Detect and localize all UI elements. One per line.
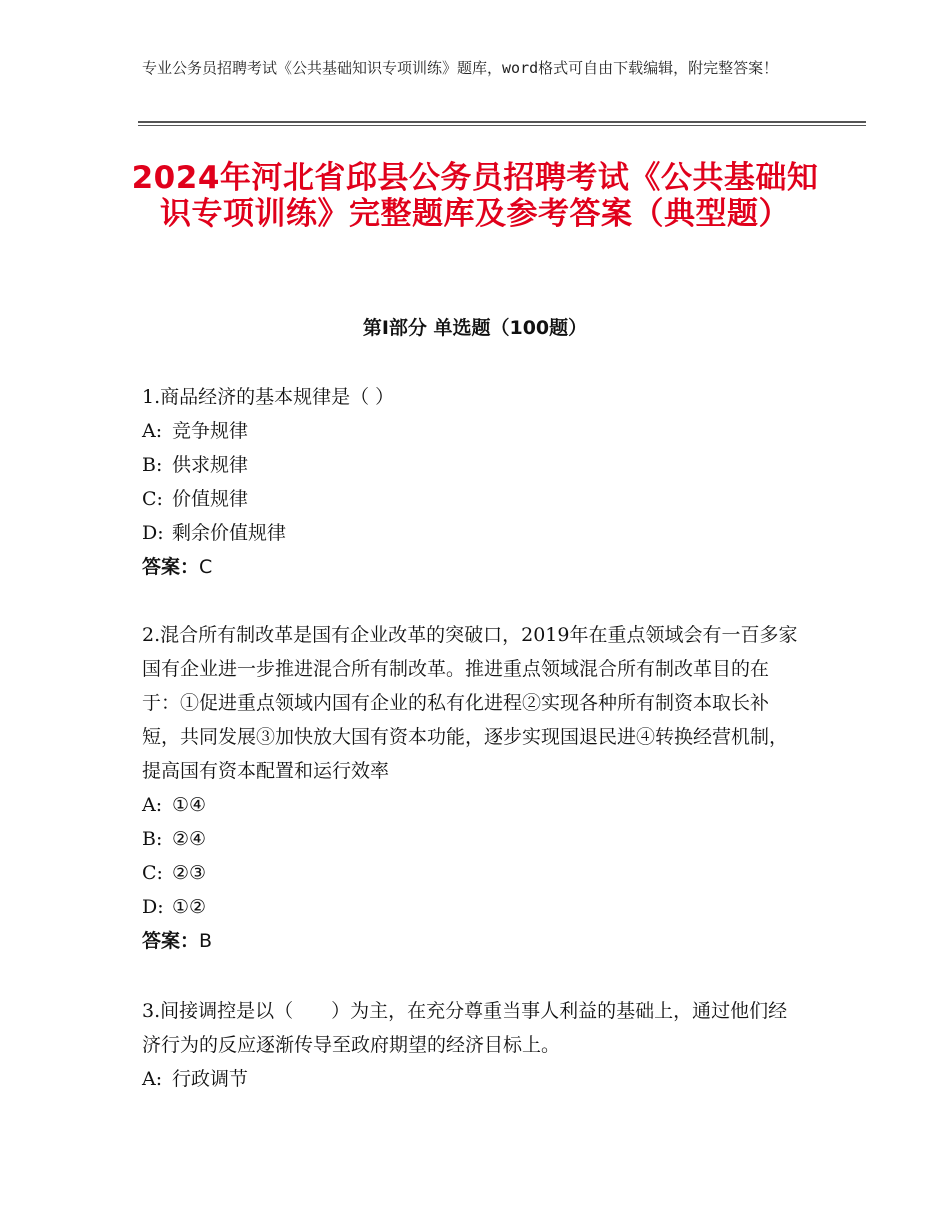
option-letter: C: xyxy=(142,862,163,884)
option-text: 供求规律 xyxy=(172,454,249,476)
question-text: 3.间接调控是以（ ）为主，在充分尊重当事人利益的基础上，通过他们经济行为的反应逐渐传导至政府期望的经济目标上。 xyxy=(142,1000,788,1056)
header-divider-thick xyxy=(138,121,866,123)
answer-label: 答案： xyxy=(142,930,200,952)
option-letter: D: xyxy=(142,522,164,544)
option-text: 剩余价值规律 xyxy=(172,522,287,544)
option-b xyxy=(142,822,802,856)
option-letter: D: xyxy=(142,896,164,918)
option-a xyxy=(142,414,802,448)
header-divider-thin xyxy=(138,125,866,126)
question-text: 1.商品经济的基本规律是（ ） xyxy=(142,386,395,408)
question-2 xyxy=(142,618,802,958)
option-letter: A: xyxy=(142,420,163,442)
option-letter: A: xyxy=(142,794,163,816)
option-letter: B: xyxy=(142,454,163,476)
answer-value: C xyxy=(199,556,213,578)
option-letter: A: xyxy=(142,1068,163,1090)
option-letter: C: xyxy=(142,488,163,510)
section-title: 第Ⅰ部分 单选题（100题） xyxy=(362,317,588,339)
option-text: 竞争规律 xyxy=(172,420,249,442)
option-text: ②③ xyxy=(172,862,207,884)
option-c xyxy=(142,482,802,516)
answer-line xyxy=(142,924,802,958)
option-d xyxy=(142,890,802,924)
option-a xyxy=(142,788,802,822)
option-d xyxy=(142,516,802,550)
option-text: ②④ xyxy=(172,828,207,850)
option-text: ①② xyxy=(172,896,207,918)
answer-line xyxy=(142,550,802,584)
document-title: 2024年河北省邱县公务员招聘考试《公共基础知识专项训练》完整题库及参考答案（典型题） xyxy=(131,160,819,232)
option-text: ①④ xyxy=(172,794,207,816)
answer-value: B xyxy=(199,930,213,952)
header-note: 专业公务员招聘考试《公共基础知识专项训练》题库，word格式可自由下载编辑，附完整答案！ xyxy=(142,59,779,77)
option-a xyxy=(142,1062,802,1096)
option-letter: B: xyxy=(142,828,163,850)
answer-label: 答案： xyxy=(142,556,200,578)
question-text: 2.混合所有制改革是国有企业改革的突破口，2019年在重点领域会有一百多家国有企业进一步推进混合所有制改革。推进重点领域混合所有制改革目的在于：①促进重点领域内国有企业的私有化进程②实现各种所有制资本取长补短，共同发展③加快放大国有资本功能，逐步实现国退民进④转换经营机制，提高国有资本配置和运行效率 xyxy=(142,624,798,782)
option-text: 价值规律 xyxy=(172,488,249,510)
question-1 xyxy=(142,380,802,584)
option-text: 行政调节 xyxy=(172,1068,249,1090)
option-b xyxy=(142,448,802,482)
question-3 xyxy=(142,994,802,1096)
option-c xyxy=(142,856,802,890)
